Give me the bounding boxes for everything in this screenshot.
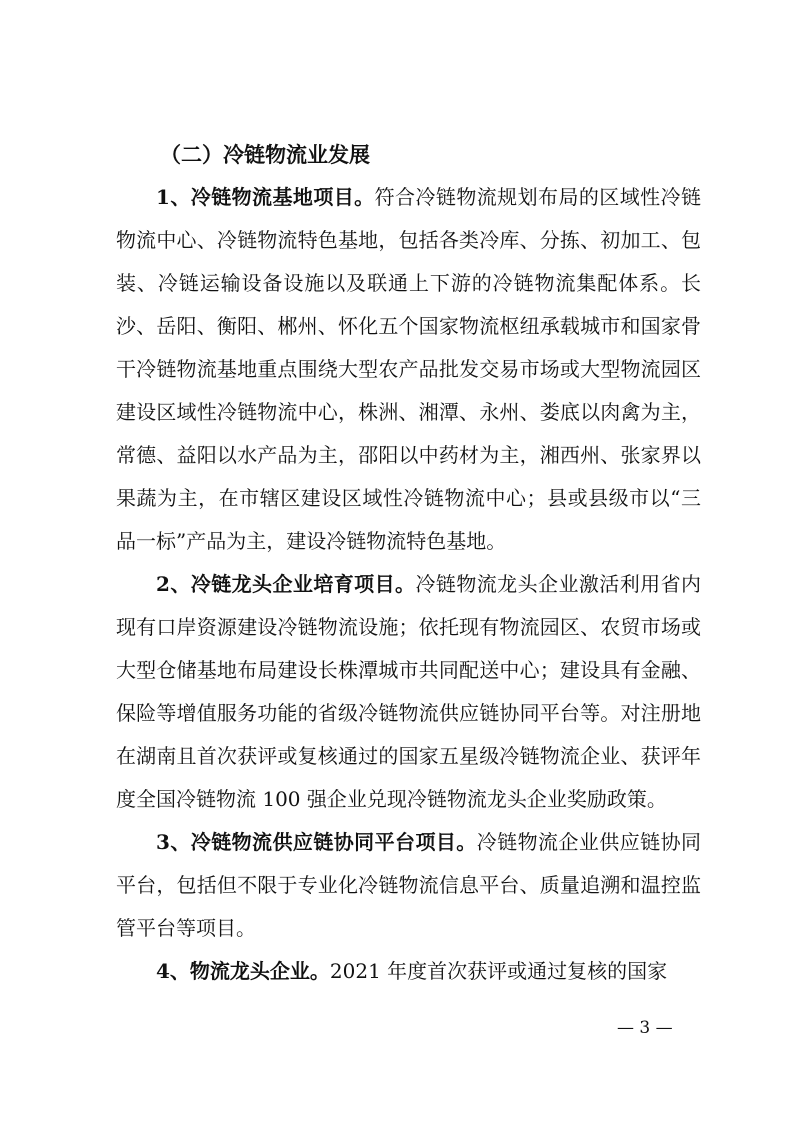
paragraph-title: 4、物流龙头企业。 (156, 959, 330, 983)
paragraph-cold-chain-base (116, 176, 701, 563)
paragraph-leading-enterprise (116, 563, 701, 821)
paragraph-title: 1、冷链物流基地项目。 (156, 185, 375, 209)
paragraph-text: 冷链物流龙头企业激活利用省内现有口岸资源建设冷链物流设施；依托现有物流园区、农贸市场或大型仓储基地布局建设长株潭城市共同配送中心；建设具有金融、保险等增值服务功能的省级冷链物流供应链协同平台等。对注册地在湖南且首次获评或复核通过的国家五星级冷链物流企业、获评年度全国冷链物流 100 强企业兑现冷链物流龙头企业奖励政策。 (116, 572, 702, 811)
paragraph-title: 2、冷链龙头企业培育项目。 (156, 572, 416, 596)
body-text (116, 176, 701, 993)
section-heading: （二）冷链物流业发展 (160, 142, 370, 167)
page-number: — 3 — (617, 1018, 673, 1038)
paragraph-text: 2021 年度首次获评或通过复核的国家 (329, 959, 668, 983)
paragraph-title: 3、冷链物流供应链协同平台项目。 (156, 830, 477, 854)
paragraph-text: 符合冷链物流规划布局的区域性冷链物流中心、冷链物流特色基地，包括各类冷库、分拣、初加工、包装、冷链运输设备设施以及联通上下游的冷链物流集配体系。长沙、岳阳、衡阳、郴州、怀化五个国家物流枢纽承载城市和国家骨干冷链物流基地重点围绕大型农产品批发交易市场或大型物流园区建设区域性冷链物流中心，株洲、湘潭、永州、娄底以肉禽为主，常德、益阳以水产品为主，邵阳以中药材为主，湘西州、张家界以果蔬为主，在市辖区建设区域性冷链物流中心；县或县级市以“三品一标”产品为主，建设冷链物流特色基地。 (116, 185, 702, 553)
paragraph-logistics-leader (116, 950, 701, 993)
paragraph-text: 冷链物流企业供应链协同平台，包括但不限于专业化冷链物流信息平台、质量追溯和温控监管平台等项目。 (116, 830, 701, 940)
paragraph-supply-chain-platform (116, 821, 701, 950)
